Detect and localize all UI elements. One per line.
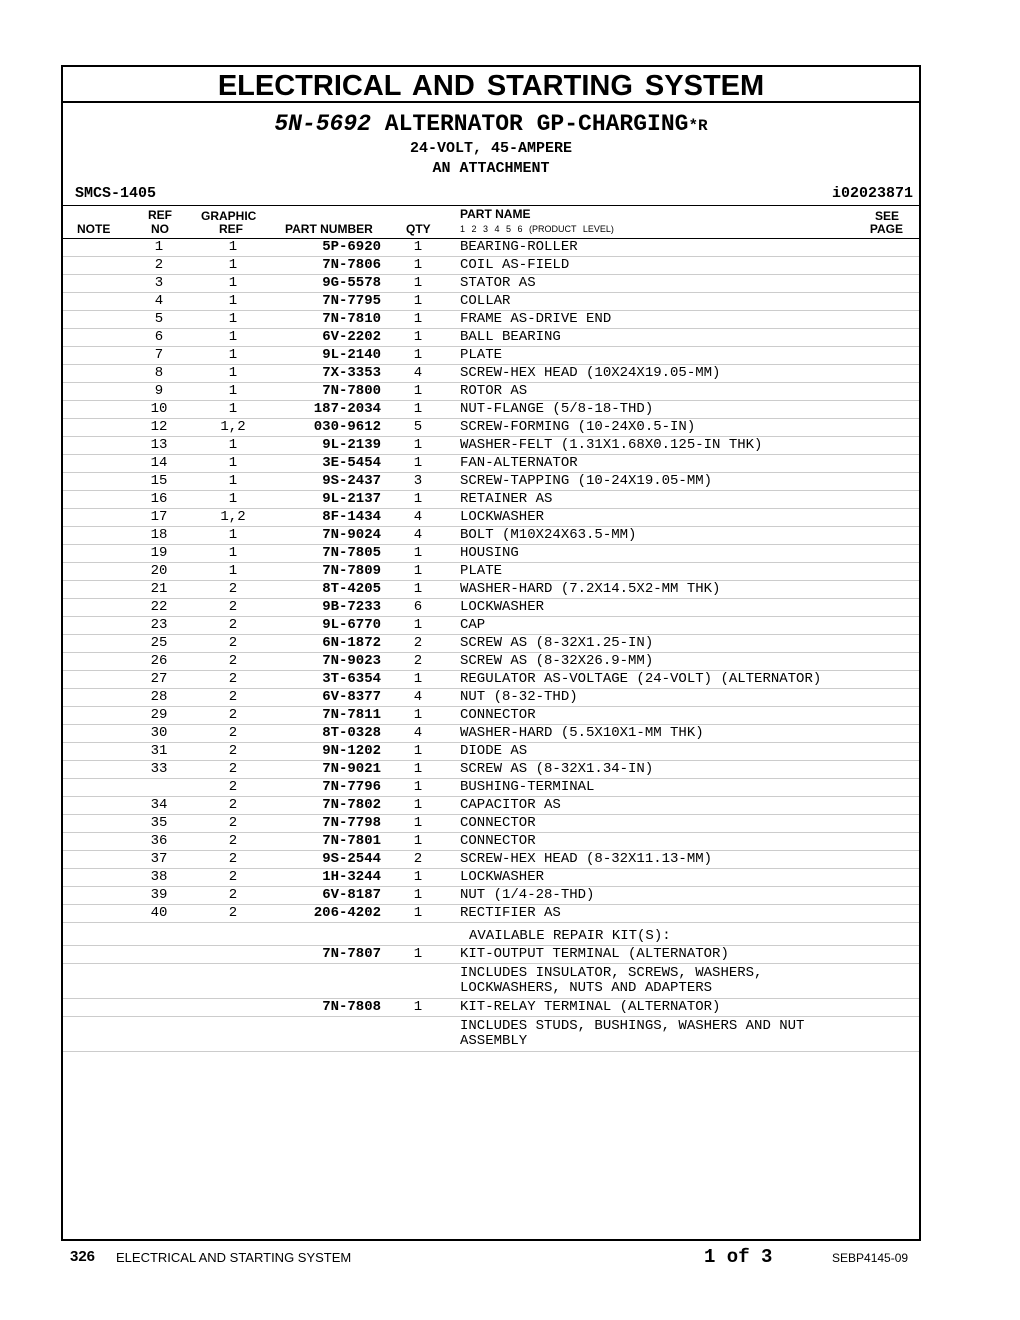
part-name: CONNECTOR — [460, 815, 536, 831]
table-row — [63, 545, 919, 563]
ref-no: 13 — [150, 437, 168, 453]
graphic-ref: 2 — [228, 689, 238, 705]
table-row — [63, 797, 919, 815]
graphic-ref: 2 — [228, 761, 238, 777]
kit-includes: INCLUDES INSULATOR, SCREWS, WASHERS, LOCKWASHERS, NUTS AND ADAPTERS — [460, 965, 763, 996]
part-number: 7N-9024 — [322, 527, 381, 543]
table-row — [63, 635, 919, 653]
ref-no: 6 — [154, 329, 164, 345]
table-row — [63, 347, 919, 365]
quantity: 1 — [413, 761, 423, 777]
ref-no: 36 — [150, 833, 168, 849]
table-row — [63, 689, 919, 707]
part-name: NUT (1/4-28-THD) — [460, 887, 595, 903]
ref-no: 33 — [150, 761, 168, 777]
group-title — [63, 111, 919, 139]
table-row — [63, 239, 919, 257]
kit-includes-row — [63, 1017, 919, 1052]
graphic-ref: 1 — [228, 383, 238, 399]
col-note: NOTE — [77, 222, 111, 236]
part-number: 7N-7796 — [322, 779, 381, 795]
part-name: WASHER-HARD (5.5X10X1-MM THK) — [460, 725, 704, 741]
ref-no: 9 — [154, 383, 164, 399]
table-row — [63, 707, 919, 725]
part-name: CONNECTOR — [460, 833, 536, 849]
part-name: SCREW AS (8-32X1.34-IN) — [460, 761, 654, 777]
ref-no: 1 — [154, 239, 164, 255]
part-name: NUT (8-32-THD) — [460, 689, 578, 705]
table-row — [63, 833, 919, 851]
col-see-bottom: PAGE — [869, 222, 903, 236]
col-see-top: SEE — [874, 209, 899, 223]
ref-no: 5 — [154, 311, 164, 327]
graphic-ref: 2 — [228, 599, 238, 615]
table-row — [63, 329, 919, 347]
graphic-ref: 2 — [228, 653, 238, 669]
kit-heading-row — [63, 923, 919, 946]
graphic-ref: 1 — [228, 455, 238, 471]
graphic-ref: 2 — [228, 635, 238, 651]
ref-no: 28 — [150, 689, 168, 705]
graphic-ref: 1 — [228, 491, 238, 507]
quantity: 6 — [413, 599, 423, 615]
table-row — [63, 743, 919, 761]
graphic-ref: 1 — [228, 401, 238, 417]
part-name: REGULATOR AS-VOLTAGE (24-VOLT) (ALTERNATOR) — [460, 671, 822, 687]
part-name: CONNECTOR — [460, 707, 536, 723]
graphic-ref: 2 — [228, 725, 238, 741]
part-number: 7N-7801 — [322, 833, 381, 849]
table-row — [63, 455, 919, 473]
section-title: ELECTRICAL AND STARTING SYSTEM — [63, 67, 919, 103]
table-row — [63, 653, 919, 671]
quantity: 1 — [413, 743, 423, 759]
table-row — [63, 581, 919, 599]
part-name: CAPACITOR AS — [460, 797, 561, 813]
table-row — [63, 869, 919, 887]
quantity: 1 — [413, 815, 423, 831]
part-number: 7N-7810 — [322, 311, 381, 327]
quantity: 4 — [413, 365, 423, 381]
graphic-ref: 1 — [228, 545, 238, 561]
code-line — [63, 183, 919, 205]
table-row — [63, 563, 919, 581]
ref-no: 2 — [154, 257, 164, 273]
quantity: 1 — [413, 311, 423, 327]
table-row — [63, 293, 919, 311]
part-number: 3E-5454 — [322, 455, 381, 471]
ref-no: 39 — [150, 887, 168, 903]
ref-no: 15 — [150, 473, 168, 489]
kit-quantity: 1 — [413, 946, 423, 962]
page-number: 326 — [70, 1248, 96, 1265]
column-headers — [63, 205, 919, 239]
ref-no: 19 — [150, 545, 168, 561]
table-row — [63, 473, 919, 491]
part-name: SCREW-FORMING (10-24X0.5-IN) — [460, 419, 696, 435]
part-number: 9B-7233 — [322, 599, 381, 615]
part-name: LOCKWASHER — [460, 599, 545, 615]
table-row — [63, 527, 919, 545]
ref-no: 29 — [150, 707, 168, 723]
quantity: 1 — [413, 833, 423, 849]
graphic-ref: 1,2 — [220, 419, 246, 435]
quantity: 1 — [413, 905, 423, 921]
graphic-ref: 2 — [228, 707, 238, 723]
ref-no: 38 — [150, 869, 168, 885]
part-number: 9L-2139 — [322, 437, 381, 453]
quantity: 1 — [413, 491, 423, 507]
parts-table — [63, 239, 919, 1052]
quantity: 1 — [413, 581, 423, 597]
graphic-ref: 2 — [228, 743, 238, 759]
kit-name: KIT-RELAY TERMINAL (ALTERNATOR) — [460, 999, 721, 1015]
part-number: 6V-8377 — [322, 689, 381, 705]
part-name: FRAME AS-DRIVE END — [460, 311, 612, 327]
ref-no: 25 — [150, 635, 168, 651]
quantity: 4 — [413, 725, 423, 741]
group-attachment: AN ATTACHMENT — [432, 160, 550, 177]
ref-no: 27 — [150, 671, 168, 687]
part-number: 7N-7811 — [322, 707, 381, 723]
group-spec: 24-VOLT, 45-AMPERE — [409, 140, 573, 157]
graphic-ref: 2 — [228, 581, 238, 597]
table-row — [63, 401, 919, 419]
part-name: BUSHING-TERMINAL — [460, 779, 595, 795]
ref-no: 10 — [150, 401, 168, 417]
quantity: 1 — [413, 671, 423, 687]
quantity: 1 — [413, 293, 423, 309]
table-row — [63, 257, 919, 275]
quantity: 1 — [413, 563, 423, 579]
part-number: 6V-8187 — [322, 887, 381, 903]
ref-no: 16 — [150, 491, 168, 507]
part-number: 7X-3353 — [322, 365, 381, 381]
part-number: 9N-1202 — [322, 743, 381, 759]
part-number: 7N-9021 — [322, 761, 381, 777]
part-name: LOCKWASHER — [460, 509, 545, 525]
kit-quantity: 1 — [413, 999, 423, 1015]
part-number: 7N-7809 — [322, 563, 381, 579]
quantity: 1 — [413, 455, 423, 471]
ref-no: 37 — [150, 851, 168, 867]
part-name: HOUSING — [460, 545, 519, 561]
part-name: STATOR AS — [460, 275, 536, 291]
part-number: 7N-7805 — [322, 545, 381, 561]
table-row — [63, 491, 919, 509]
quantity: 1 — [413, 779, 423, 795]
ref-no: 12 — [150, 419, 168, 435]
part-name: SCREW AS (8-32X1.25-IN) — [460, 635, 654, 651]
ref-no: 20 — [150, 563, 168, 579]
table-row — [63, 311, 919, 329]
col-graphic-bottom: REF — [219, 222, 243, 236]
ref-no: 17 — [150, 509, 168, 525]
graphic-ref: 1 — [228, 347, 238, 363]
part-number: 6N-1872 — [322, 635, 381, 651]
quantity: 1 — [413, 887, 423, 903]
footer-section: ELECTRICAL AND STARTING SYSTEM — [116, 1250, 352, 1265]
part-number: 9L-2137 — [322, 491, 381, 507]
ref-no: 23 — [150, 617, 168, 633]
part-name: RECTIFIER AS — [460, 905, 561, 921]
ref-no: 3 — [154, 275, 164, 291]
ref-no: 14 — [150, 455, 168, 471]
quantity: 1 — [413, 437, 423, 453]
graphic-ref: 2 — [228, 617, 238, 633]
quantity: 4 — [413, 509, 423, 525]
quantity: 2 — [413, 635, 423, 651]
col-ref-bottom: NO — [151, 222, 169, 236]
table-row — [63, 671, 919, 689]
col-qty: QTY — [406, 222, 431, 236]
graphic-ref: 1 — [228, 311, 238, 327]
part-number: 7N-9023 — [322, 653, 381, 669]
col-ref-top: REF — [148, 208, 172, 222]
graphic-ref: 2 — [228, 869, 238, 885]
part-name: SCREW-TAPPING (10-24X19.05-MM) — [460, 473, 713, 489]
quantity: 1 — [413, 707, 423, 723]
page-of: 1 of 3 — [704, 1246, 773, 1268]
graphic-ref: 1 — [228, 473, 238, 489]
table-row — [63, 815, 919, 833]
part-name: BEARING-ROLLER — [460, 239, 578, 255]
part-number: 6V-2202 — [322, 329, 381, 345]
ref-no: 21 — [150, 581, 168, 597]
graphic-ref: 2 — [228, 797, 238, 813]
doc-id: i02023871 — [831, 185, 913, 202]
quantity: 2 — [413, 851, 423, 867]
graphic-ref: 1 — [228, 257, 238, 273]
quantity: 1 — [413, 401, 423, 417]
part-name: PLATE — [460, 563, 503, 579]
graphic-ref: 2 — [228, 671, 238, 687]
part-number: 7N-7800 — [322, 383, 381, 399]
quantity: 3 — [413, 473, 423, 489]
group-part-name: ALTERNATOR GP-CHARGING — [384, 111, 689, 137]
part-name: FAN-ALTERNATOR — [460, 455, 578, 471]
graphic-ref: 1 — [228, 329, 238, 345]
part-number: 5P-6920 — [322, 239, 381, 255]
kit-part-number: 7N-7808 — [322, 999, 381, 1015]
quantity: 1 — [413, 545, 423, 561]
part-name: COIL AS-FIELD — [460, 257, 570, 273]
col-part-name: PART NAME — [460, 207, 531, 221]
kit-row — [63, 946, 919, 964]
part-name: BOLT (M10X24X63.5-MM) — [460, 527, 637, 543]
ref-no: 30 — [150, 725, 168, 741]
ref-no: 34 — [150, 797, 168, 813]
smcs-code: SMCS-1405 — [75, 185, 157, 202]
ref-no: 8 — [154, 365, 164, 381]
graphic-ref: 2 — [228, 905, 238, 921]
table-row — [63, 437, 919, 455]
kit-row — [63, 999, 919, 1017]
quantity: 1 — [413, 257, 423, 273]
part-name: DIODE AS — [460, 743, 528, 759]
part-name: WASHER-FELT (1.31X1.68X0.125-IN THK) — [460, 437, 763, 453]
part-number: 7N-7795 — [322, 293, 381, 309]
part-number: 187-2034 — [313, 401, 381, 417]
part-number: 9S-2544 — [322, 851, 381, 867]
table-row — [63, 905, 919, 923]
graphic-ref: 2 — [228, 851, 238, 867]
quantity: 1 — [413, 383, 423, 399]
graphic-ref: 2 — [228, 779, 238, 795]
part-name: NUT-FLANGE (5/8-18-THD) — [460, 401, 654, 417]
quantity: 4 — [413, 527, 423, 543]
graphic-ref: 1 — [228, 293, 238, 309]
ref-no: 4 — [154, 293, 164, 309]
quantity: 4 — [413, 689, 423, 705]
table-row — [63, 599, 919, 617]
part-name: COLLAR — [460, 293, 511, 309]
graphic-ref: 1 — [228, 563, 238, 579]
part-number: 7N-7798 — [322, 815, 381, 831]
ref-no: 31 — [150, 743, 168, 759]
kit-heading: AVAILABLE REPAIR KIT(S): — [469, 928, 671, 944]
part-number: 9S-2437 — [322, 473, 381, 489]
footer-doc: SEBP4145-09 — [832, 1251, 909, 1265]
part-name: RETAINER AS — [460, 491, 553, 507]
table-row — [63, 419, 919, 437]
part-name: SCREW-HEX HEAD (8-32X11.13-MM) — [460, 851, 713, 867]
table-row — [63, 617, 919, 635]
part-number: 030-9612 — [313, 419, 381, 435]
ref-no: 22 — [150, 599, 168, 615]
part-name: SCREW-HEX HEAD (10X24X19.05-MM) — [460, 365, 721, 381]
kit-includes-row — [63, 964, 919, 999]
ref-no: 26 — [150, 653, 168, 669]
group-suffix: *R — [688, 117, 708, 135]
quantity: 5 — [413, 419, 423, 435]
kit-part-number: 7N-7807 — [322, 946, 381, 962]
part-name: LOCKWASHER — [460, 869, 545, 885]
graphic-ref: 1,2 — [220, 509, 246, 525]
graphic-ref: 1 — [228, 275, 238, 291]
graphic-ref: 2 — [228, 815, 238, 831]
part-number: 7N-7802 — [322, 797, 381, 813]
part-number: 1H-3244 — [322, 869, 381, 885]
table-row — [63, 725, 919, 743]
group-heading — [63, 111, 919, 179]
quantity: 1 — [413, 797, 423, 813]
graphic-ref: 1 — [228, 365, 238, 381]
part-number: 8F-1434 — [322, 509, 381, 525]
table-row — [63, 365, 919, 383]
parts-sheet — [61, 65, 921, 1241]
quantity: 2 — [413, 653, 423, 669]
table-row — [63, 761, 919, 779]
quantity: 1 — [413, 869, 423, 885]
col-part-number: PART NUMBER — [285, 222, 373, 236]
part-number: 8T-4205 — [322, 581, 381, 597]
part-number: 206-4202 — [313, 905, 381, 921]
part-name: SCREW AS (8-32X26.9-MM) — [460, 653, 654, 669]
table-row — [63, 851, 919, 869]
table-row — [63, 383, 919, 401]
page-footer — [0, 1242, 1020, 1272]
part-name: WASHER-HARD (7.2X14.5X2-MM THK) — [460, 581, 721, 597]
quantity: 1 — [413, 329, 423, 345]
graphic-ref: 2 — [228, 833, 238, 849]
graphic-ref: 1 — [228, 239, 238, 255]
ref-no: 40 — [150, 905, 168, 921]
table-row — [63, 887, 919, 905]
graphic-ref: 2 — [228, 887, 238, 903]
part-number: 9G-5578 — [322, 275, 381, 291]
graphic-ref: 1 — [228, 437, 238, 453]
graphic-ref: 1 — [228, 527, 238, 543]
table-row — [63, 779, 919, 797]
part-name: ROTOR AS — [460, 383, 528, 399]
group-part-number: 5N-5692 — [274, 111, 371, 137]
part-name: CAP — [460, 617, 486, 633]
table-row — [63, 509, 919, 527]
part-number: 9L-2140 — [322, 347, 381, 363]
quantity: 1 — [413, 347, 423, 363]
part-number: 3T-6354 — [322, 671, 381, 687]
ref-no: 35 — [150, 815, 168, 831]
kit-name: KIT-OUTPUT TERMINAL (ALTERNATOR) — [460, 946, 729, 962]
col-product-level: 1 2 3 4 5 6 (PRODUCT LEVEL) — [460, 224, 614, 234]
table-row — [63, 275, 919, 293]
quantity: 1 — [413, 275, 423, 291]
ref-no: 18 — [150, 527, 168, 543]
part-number: 9L-6770 — [322, 617, 381, 633]
col-graphic-top: GRAPHIC — [201, 209, 257, 223]
ref-no: 7 — [154, 347, 164, 363]
part-number: 7N-7806 — [322, 257, 381, 273]
part-name: PLATE — [460, 347, 503, 363]
part-name: BALL BEARING — [460, 329, 561, 345]
kit-includes: INCLUDES STUDS, BUSHINGS, WASHERS AND NUT ASSEMBLY — [460, 1018, 805, 1049]
part-number: 8T-0328 — [322, 725, 381, 741]
quantity: 1 — [413, 617, 423, 633]
quantity: 1 — [413, 239, 423, 255]
